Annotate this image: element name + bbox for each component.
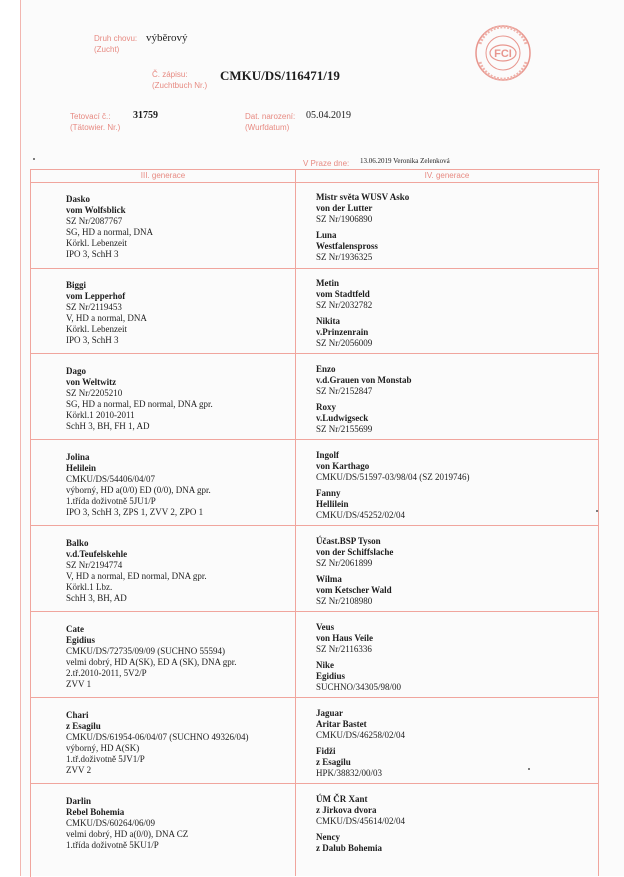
ancestor-cell-right: Jaguar Aritar Bastet CMKU/DS/46258/02/04 Fidži z Esagilu HPK/38832/00/03 [316,708,406,778]
tetovaci-label: Tetovací č.: [70,112,111,121]
c-zapisu-label: Č. zápisu: [152,70,188,79]
druh-chovu-label-de: (Zucht) [94,45,120,54]
narozeni-label-de: (Wurfdatum) [245,123,290,132]
row-divider [30,783,599,784]
stamp-text: FCI [494,48,512,60]
ancestor-cell-right: Mistr světa WUSV Asko von der Lutter SZ Nr/1906890 Luna Westfalenspross SZ Nr/1936325 [316,192,410,262]
druh-chovu-value: výběrový [146,32,188,44]
ancestor-cell-left: Cate Egidius CMKU/DS/72735/09/09 (SUCHNO 55594) velmi dobrý, HD A(SK), ED A (SK), DNA gpr. 2.tř.2010-2011, 5V2/P ZVV 1 [66,624,237,689]
ancestor-cell-right: Veus von Haus Veile SZ Nr/2116336 Nike Egidius SUCHNO/34305/98/00 [316,622,402,692]
ancestor-cell-left: Dasko vom Wolfsblick SZ Nr/2087767 SG, HD a normal, DNA Körkl. Lebenzeit IPO 3, SchH 3 [66,194,153,259]
row-divider [30,611,599,612]
grid-divider [295,169,296,876]
v-praze-label: V Praze dne: [303,159,350,168]
ancestor-cell-left: Jolina Helilein CMKU/DS/54406/04/07 výborný, HD a(0/0) ED (0/0), DNA gpr. 1.třída doživotně 5JU1/P IPO 3, SchH 3, ZPS 1, ZVV 2, ZPO 1 [66,452,211,517]
druh-chovu-label: Druh chovu: [94,34,138,43]
row-divider [30,182,599,183]
v-praze-value: 13.06.2019 Veronika Zelenková [360,157,450,165]
ancestor-cell-left: Biggi vom Lepperhof SZ Nr/2119453 V, HD a normal, DNA Körkl. Lebenzeit IPO 3, SchH 3 [66,280,147,345]
ancestor-cell-right: Metin vom Stadtfeld SZ Nr/2032782 Nikita v.Prinzenrain SZ Nr/2056009 [316,278,373,348]
row-divider [30,439,599,440]
row-divider [30,525,599,526]
gen4-header: IV. generace [424,171,470,180]
ancestor-cell-right: Účast.BSP Tyson von der Schiffslache SZ Nr/2061899 Wilma vom Ketscher Wald SZ Nr/2108980 [316,536,394,606]
ancestor-cell-left: Dago von Weltwitz SZ Nr/2205210 SG, HD a normal, ED normal, DNA gpr. Körkl.1 2010-2011 SchH 3, BH, FH 1, AD [66,366,213,431]
scan-speck [528,768,530,770]
scan-speck [596,510,598,512]
ancestor-cell-right: ÚM ČR Xant z Jirkova dvora CMKU/DS/45614/02/04 Nency z Dalub Bohemia [316,794,406,853]
row-divider [30,268,599,269]
gen3-header: III. generace [140,171,186,180]
row-divider [30,697,599,698]
ancestor-cell-right: Ingolf von Karthago CMKU/DS/51597-03/98/04 (SZ 2019746) Fanny Hellilein CMKU/DS/45252/02/04 [316,450,470,520]
scan-speck [33,158,35,160]
narozeni-value: 05.04.2019 [306,110,351,121]
tetovaci-value: 31759 [133,110,158,121]
ancestor-cell-left: Darlin Rebel Bohemia CMKU/DS/60264/06/09 velmi dobrý, HD a(0/0), DNA CZ 1.třída doživotně 5KU1/P [66,796,189,850]
c-zapisu-value: CMKU/DS/116471/19 [220,68,340,83]
narozeni-label: Dat. narození: [245,112,296,121]
row-divider [30,353,599,354]
grid-right-border [598,169,599,876]
ancestor-cell-left: Balko v.d.Teufelskehle SZ Nr/2194774 V, HD a normal, ED normal, DNA gpr. Körkl.1 Lbz. SchH 3, BH, AD [66,538,207,603]
ancestor-cell-left: Chari z Esagilu CMKU/DS/61954-06/04/07 (SUCHNO 49326/04) výborný, HD A(SK) 1.tř.doživotně 5JV1/P ZVV 2 [66,710,249,775]
tetovaci-label-de: (Tätowier. Nr.) [70,123,121,132]
ancestor-cell-right: Enzo v.d.Grauen von Monstab SZ Nr/2152847 Roxy v.Ludwigseck SZ Nr/2155699 [316,364,412,434]
c-zapisu-label-de: (Zuchtbuch Nr.) [152,81,208,90]
fci-stamp-icon [474,24,532,82]
